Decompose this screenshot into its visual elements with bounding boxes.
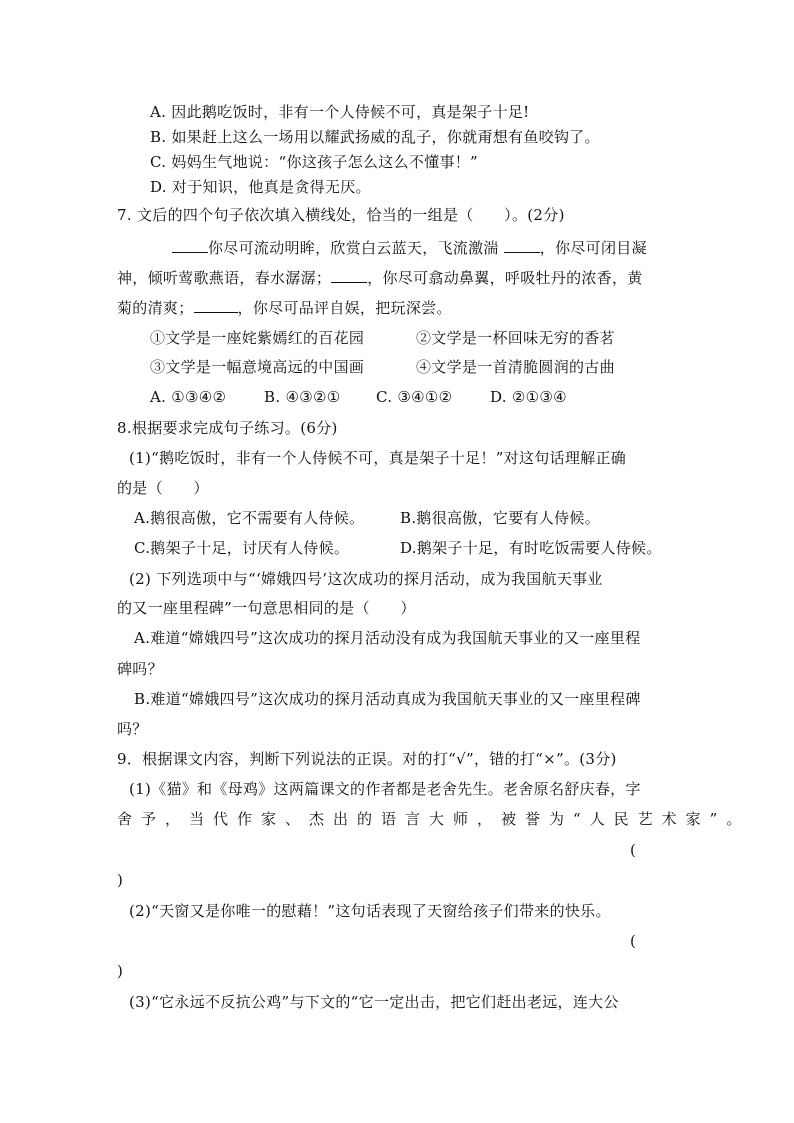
q8-part2-option-b-line1[interactable]: B.难道“嫦娥四号”这次成功的探月活动真成为我国航天事业的又一座里程碑	[134, 690, 641, 708]
q7-blank-3[interactable]	[331, 268, 367, 283]
q9-item1-line1: (1)《猫》和《母鸡》这两篇课文的作者都是老舍先生。老舍原名舒庆春，字	[129, 780, 641, 798]
q8-part1-option-a[interactable]: A.鹅很高傲，它不需要有人侍候。	[134, 509, 365, 527]
q8-part2-option-b-line2[interactable]: 吗？	[117, 720, 148, 738]
q9-stem: 9．根据课文内容，判断下列说法的正误。对的打“√”，错的打“×”。(3分)	[117, 750, 617, 768]
q6-option-a: A. 因此鹅吃饭时，非有一个人侍候不可，真是架子十足!	[150, 103, 530, 121]
q8-part1-option-c[interactable]: C.鹅架子十足，讨厌有人侍候。	[134, 539, 350, 557]
q8-part2-option-a-line1[interactable]: A.难道“嫦娥四号”这次成功的探月活动没有成为我国航天事业的又一座里程	[134, 629, 641, 647]
q9-item1-answer-close[interactable]: )	[117, 871, 124, 889]
q6-option-d: D. 对于知识，他真是贪得无厌。	[150, 178, 371, 196]
q7-sentence-3: ③文学是一幅意境高远的中国画	[150, 358, 365, 376]
q9-item1-line2: 舍予，当代作家、杰出的语言大师，被誉为“人民艺术家”。	[117, 810, 751, 828]
q7-passage-line-2: 神，倾听莺歌燕语，春水潺潺； ，你尽可翕动鼻翼，呼吸牡丹的浓香，黄	[117, 269, 643, 287]
q7-passage-line-3: 菊的清爽； ，你尽可品评自娱，把玩深尝。	[117, 299, 452, 317]
q7-stem: 7. 文后的四个句子依次填入横线处，恰当的一组是（ ）。(2分)	[117, 206, 565, 224]
q8-part2-line1: (2) 下列选项中与“‘嫦娥四号’这次成功的探月活动，成为我国航天事业	[129, 570, 603, 588]
q8-part1-line1: (1)“鹅吃饭时，非有一个人侍候不可，真是架子十足！”对这句话理解正确	[129, 449, 627, 467]
q7-choice-d[interactable]: D. ②①③④	[490, 388, 567, 406]
q7-choice-b[interactable]: B. ④③②①	[264, 388, 341, 406]
q8-part2-line2: 的又一座里程碑”一句意思相同的是（ ）	[117, 599, 416, 617]
q8-part1-line2: 的是（ ）	[117, 479, 209, 497]
q7-sentence-4: ④文学是一首清脆圆润的古曲	[416, 358, 615, 376]
q6-option-b: B. 如果赶上这么一场用以耀武扬威的乱子，你就甭想有鱼咬钩了。	[150, 128, 600, 146]
q7-sentence-2: ②文学是一杯回味无穷的香茗	[416, 329, 615, 347]
q8-part1-option-d[interactable]: D.鹅架子十足，有时吃饭需要人侍候。	[400, 539, 662, 557]
q8-stem: 8.根据要求完成句子练习。(6分)	[117, 419, 338, 437]
q7-choice-c[interactable]: C. ③④①②	[376, 388, 453, 406]
q9-item2-answer-close[interactable]: )	[117, 962, 124, 980]
q8-part2-option-a-line2[interactable]: 碑吗？	[117, 660, 163, 678]
q6-option-c: C. 妈妈生气地说：“你这孩子怎么这么不懂事！”	[150, 153, 479, 171]
q7-blank-2[interactable]	[504, 238, 540, 253]
q9-item1-answer-open[interactable]: (	[630, 841, 637, 859]
q9-item2-line1: (2)“天窗又是你唯一的慰藉！”这句话表现了天窗给孩子们带来的快乐。	[129, 902, 611, 920]
q9-item2-answer-open[interactable]: (	[630, 932, 637, 950]
q7-choice-a[interactable]: A. ①③④②	[150, 388, 227, 406]
q8-part1-option-b[interactable]: B.鹅很高傲，它要有人侍候。	[400, 509, 600, 527]
q7-sentence-1: ①文学是一座姹紫嫣红的百花园	[150, 329, 365, 347]
q7-passage-line-1: 你尽可流动明眸，欣赏白云蓝天，飞流激湍 ，你尽可闭目凝	[172, 238, 647, 258]
q7-blank-4[interactable]	[194, 298, 238, 313]
q9-item3-line1: (3)“它永远不反抗公鸡”与下文的“它一定出击，把它们赶出老远，连大公	[129, 993, 619, 1011]
q7-blank-1[interactable]	[172, 238, 208, 253]
